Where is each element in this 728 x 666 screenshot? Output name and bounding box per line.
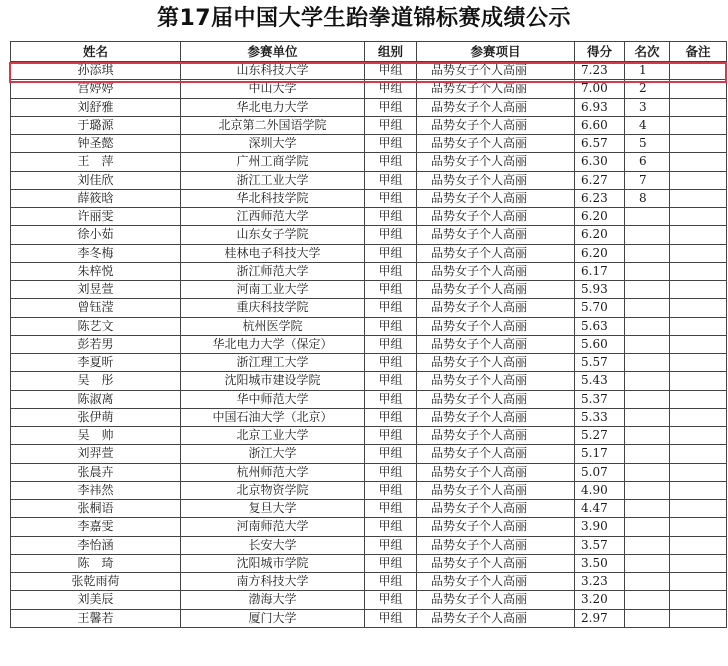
cell-rank: 1 [625,62,670,80]
header-event: 参赛项目 [417,42,575,62]
cell-note [670,80,727,98]
cell-event: 品势女子个人高丽 [417,591,575,609]
cell-score: 7.00 [575,80,625,98]
cell-unit: 沈阳城市学院 [181,554,365,572]
cell-rank: 5 [625,135,670,153]
cell-score: 3.57 [575,536,625,554]
cell-unit: 华北电力大学（保定） [181,335,365,353]
cell-score: 2.97 [575,609,625,627]
cell-group: 甲组 [365,518,417,536]
cell-note [670,226,727,244]
cell-score: 6.60 [575,116,625,134]
cell-note [670,609,727,627]
cell-event: 品势女子个人高丽 [417,262,575,280]
table-row [11,281,727,299]
cell-note [670,591,727,609]
cell-unit: 渤海大学 [181,591,365,609]
cell-group: 甲组 [365,463,417,481]
cell-note [670,62,727,80]
cell-group: 甲组 [365,554,417,572]
cell-group: 甲组 [365,262,417,280]
cell-unit: 北京第二外国语学院 [181,116,365,134]
cell-rank [625,372,670,390]
cell-group: 甲组 [365,481,417,499]
cell-score: 5.33 [575,408,625,426]
cell-group: 甲组 [365,171,417,189]
cell-score: 3.20 [575,591,625,609]
cell-unit: 浙江师范大学 [181,262,365,280]
cell-name: 张乾雨荷 [11,573,181,591]
cell-score: 5.70 [575,299,625,317]
cell-group: 甲组 [365,317,417,335]
cell-note [670,98,727,116]
cell-group: 甲组 [365,335,417,353]
cell-event: 品势女子个人高丽 [417,153,575,171]
cell-unit: 山东女子学院 [181,226,365,244]
cell-group: 甲组 [365,98,417,116]
cell-note [670,354,727,372]
cell-group: 甲组 [365,500,417,518]
cell-rank [625,609,670,627]
cell-note [670,281,727,299]
cell-event: 品势女子个人高丽 [417,609,575,627]
table-row [11,554,727,572]
cell-score: 5.93 [575,281,625,299]
cell-score: 6.20 [575,226,625,244]
cell-name: 于璐源 [11,116,181,134]
cell-group: 甲组 [365,372,417,390]
cell-group: 甲组 [365,135,417,153]
cell-name: 曾钰滢 [11,299,181,317]
cell-name: 陈淑离 [11,390,181,408]
cell-score: 6.20 [575,208,625,226]
cell-name: 吴 帅 [11,427,181,445]
cell-group: 甲组 [365,591,417,609]
cell-rank [625,554,670,572]
cell-rank [625,299,670,317]
cell-unit: 华北电力大学 [181,98,365,116]
cell-rank [625,281,670,299]
cell-note [670,536,727,554]
cell-rank: 2 [625,80,670,98]
cell-note [670,135,727,153]
header-group: 组别 [365,42,417,62]
header-note: 备注 [670,42,727,62]
cell-group: 甲组 [365,244,417,262]
cell-name: 吴 彤 [11,372,181,390]
cell-name: 李冬梅 [11,244,181,262]
cell-score: 6.17 [575,262,625,280]
header-unit: 参赛单位 [181,42,365,62]
cell-group: 甲组 [365,609,417,627]
cell-note [670,372,727,390]
cell-unit: 北京物资学院 [181,481,365,499]
cell-unit: 江西师范大学 [181,208,365,226]
cell-group: 甲组 [365,62,417,80]
results-table [10,41,727,628]
table-row [11,244,727,262]
cell-unit: 南方科技大学 [181,573,365,591]
cell-score: 3.23 [575,573,625,591]
header-rank: 名次 [625,42,670,62]
table-row [11,299,727,317]
cell-rank: 6 [625,153,670,171]
cell-unit: 山东科技大学 [181,62,365,80]
cell-name: 张桐语 [11,500,181,518]
cell-name: 刘舒雅 [11,98,181,116]
table-row [11,153,727,171]
cell-note [670,500,727,518]
header-score: 得分 [575,42,625,62]
cell-group: 甲组 [365,189,417,207]
cell-note [670,244,727,262]
cell-name: 张晨卉 [11,463,181,481]
cell-unit: 厦门大学 [181,609,365,627]
cell-name: 许丽雯 [11,208,181,226]
cell-group: 甲组 [365,80,417,98]
cell-score: 7.23 [575,62,625,80]
table-row [11,390,727,408]
cell-group: 甲组 [365,445,417,463]
cell-event: 品势女子个人高丽 [417,518,575,536]
cell-unit: 浙江工业大学 [181,171,365,189]
cell-event: 品势女子个人高丽 [417,80,575,98]
cell-event: 品势女子个人高丽 [417,208,575,226]
cell-name: 徐小茹 [11,226,181,244]
cell-rank [625,518,670,536]
cell-unit: 河南工业大学 [181,281,365,299]
cell-name: 李夏昕 [11,354,181,372]
cell-rank [625,591,670,609]
table-body [11,62,727,628]
table-row [11,445,727,463]
cell-note [670,171,727,189]
cell-unit: 沈阳城市建设学院 [181,372,365,390]
cell-note [670,299,727,317]
cell-note [670,116,727,134]
cell-event: 品势女子个人高丽 [417,573,575,591]
cell-name: 刘佳欣 [11,171,181,189]
cell-note [670,463,727,481]
cell-rank [625,317,670,335]
cell-event: 品势女子个人高丽 [417,427,575,445]
cell-event: 品势女子个人高丽 [417,226,575,244]
table-row [11,98,727,116]
cell-group: 甲组 [365,390,417,408]
cell-rank [625,481,670,499]
cell-event: 品势女子个人高丽 [417,554,575,572]
cell-score: 5.07 [575,463,625,481]
cell-score: 6.23 [575,189,625,207]
cell-event: 品势女子个人高丽 [417,390,575,408]
cell-score: 3.90 [575,518,625,536]
table-row [11,500,727,518]
cell-note [670,408,727,426]
cell-rank [625,226,670,244]
cell-note [670,390,727,408]
cell-rank [625,408,670,426]
cell-event: 品势女子个人高丽 [417,335,575,353]
cell-event: 品势女子个人高丽 [417,445,575,463]
cell-rank: 4 [625,116,670,134]
cell-group: 甲组 [365,116,417,134]
cell-event: 品势女子个人高丽 [417,62,575,80]
header-row [11,42,727,62]
cell-note [670,518,727,536]
cell-event: 品势女子个人高丽 [417,299,575,317]
cell-group: 甲组 [365,208,417,226]
table-row [11,609,727,627]
cell-unit: 华北科技学院 [181,189,365,207]
table-row [11,481,727,499]
table-row [11,226,727,244]
cell-group: 甲组 [365,408,417,426]
table-row [11,354,727,372]
table-row [11,80,727,98]
cell-note [670,573,727,591]
table-row [11,317,727,335]
cell-unit: 长安大学 [181,536,365,554]
cell-rank [625,335,670,353]
cell-score: 4.47 [575,500,625,518]
cell-unit: 中国石油大学（北京） [181,408,365,426]
cell-rank: 8 [625,189,670,207]
cell-rank [625,262,670,280]
cell-group: 甲组 [365,299,417,317]
cell-event: 品势女子个人高丽 [417,116,575,134]
table-row [11,591,727,609]
cell-note [670,481,727,499]
cell-note [670,208,727,226]
cell-name: 李嘉雯 [11,518,181,536]
cell-unit: 河南师范大学 [181,518,365,536]
table-row [11,427,727,445]
cell-unit: 深圳大学 [181,135,365,153]
cell-note [670,445,727,463]
cell-score: 5.63 [575,317,625,335]
cell-group: 甲组 [365,354,417,372]
table-row [11,135,727,153]
cell-score: 5.17 [575,445,625,463]
cell-name: 陈 琦 [11,554,181,572]
cell-score: 3.50 [575,554,625,572]
cell-note [670,262,727,280]
cell-unit: 杭州师范大学 [181,463,365,481]
cell-event: 品势女子个人高丽 [417,189,575,207]
cell-unit: 重庆科技学院 [181,299,365,317]
cell-score: 5.43 [575,372,625,390]
cell-event: 品势女子个人高丽 [417,171,575,189]
cell-note [670,189,727,207]
cell-name: 刘昱萱 [11,281,181,299]
table-row [11,116,727,134]
cell-score: 6.93 [575,98,625,116]
table-row [11,189,727,207]
cell-name: 朱梓悦 [11,262,181,280]
cell-name: 孙添琪 [11,62,181,80]
table-row [11,536,727,554]
cell-event: 品势女子个人高丽 [417,536,575,554]
cell-note [670,335,727,353]
cell-score: 5.57 [575,354,625,372]
table-row [11,335,727,353]
header-name: 姓名 [11,42,181,62]
cell-rank [625,463,670,481]
cell-note [670,427,727,445]
cell-name: 刘羿萱 [11,445,181,463]
cell-event: 品势女子个人高丽 [417,481,575,499]
page-title: 第17届中国大学生跆拳道锦标赛成绩公示 [156,6,572,31]
cell-rank [625,354,670,372]
cell-name: 王馨若 [11,609,181,627]
cell-score: 6.30 [575,153,625,171]
cell-group: 甲组 [365,427,417,445]
cell-event: 品势女子个人高丽 [417,500,575,518]
cell-name: 薛筱晗 [11,189,181,207]
cell-name: 陈艺文 [11,317,181,335]
cell-unit: 杭州医学院 [181,317,365,335]
cell-score: 5.60 [575,335,625,353]
table-row [11,208,727,226]
cell-name: 李祎然 [11,481,181,499]
cell-event: 品势女子个人高丽 [417,408,575,426]
cell-score: 5.27 [575,427,625,445]
cell-score: 5.37 [575,390,625,408]
table-row [11,171,727,189]
cell-unit: 桂林电子科技大学 [181,244,365,262]
cell-unit: 浙江理工大学 [181,354,365,372]
cell-score: 6.20 [575,244,625,262]
cell-group: 甲组 [365,573,417,591]
table-row [11,518,727,536]
table-row [11,573,727,591]
cell-score: 6.27 [575,171,625,189]
table-row [11,262,727,280]
cell-group: 甲组 [365,536,417,554]
cell-unit: 浙江大学 [181,445,365,463]
table-row [11,372,727,390]
cell-name: 李怡涵 [11,536,181,554]
cell-event: 品势女子个人高丽 [417,244,575,262]
cell-unit: 广州工商学院 [181,153,365,171]
cell-unit: 中山大学 [181,80,365,98]
cell-rank [625,427,670,445]
cell-name: 王 萍 [11,153,181,171]
cell-unit: 复旦大学 [181,500,365,518]
table-row [11,62,727,80]
table-row [11,463,727,481]
cell-rank [625,500,670,518]
cell-rank [625,573,670,591]
cell-rank: 3 [625,98,670,116]
cell-name: 彭若男 [11,335,181,353]
cell-rank [625,208,670,226]
cell-name: 钟圣懿 [11,135,181,153]
cell-event: 品势女子个人高丽 [417,317,575,335]
table-row [11,408,727,426]
cell-name: 宫婷婷 [11,80,181,98]
cell-score: 6.57 [575,135,625,153]
cell-rank [625,390,670,408]
cell-name: 刘美辰 [11,591,181,609]
cell-note [670,554,727,572]
cell-group: 甲组 [365,281,417,299]
cell-event: 品势女子个人高丽 [417,354,575,372]
cell-unit: 北京工业大学 [181,427,365,445]
cell-note [670,317,727,335]
cell-event: 品势女子个人高丽 [417,281,575,299]
cell-rank [625,536,670,554]
cell-unit: 华中师范大学 [181,390,365,408]
cell-event: 品势女子个人高丽 [417,98,575,116]
cell-event: 品势女子个人高丽 [417,372,575,390]
cell-rank [625,244,670,262]
cell-event: 品势女子个人高丽 [417,463,575,481]
cell-event: 品势女子个人高丽 [417,135,575,153]
cell-score: 4.90 [575,481,625,499]
cell-name: 张伊萌 [11,408,181,426]
cell-group: 甲组 [365,153,417,171]
cell-group: 甲组 [365,226,417,244]
cell-rank [625,445,670,463]
cell-rank: 7 [625,171,670,189]
cell-note [670,153,727,171]
